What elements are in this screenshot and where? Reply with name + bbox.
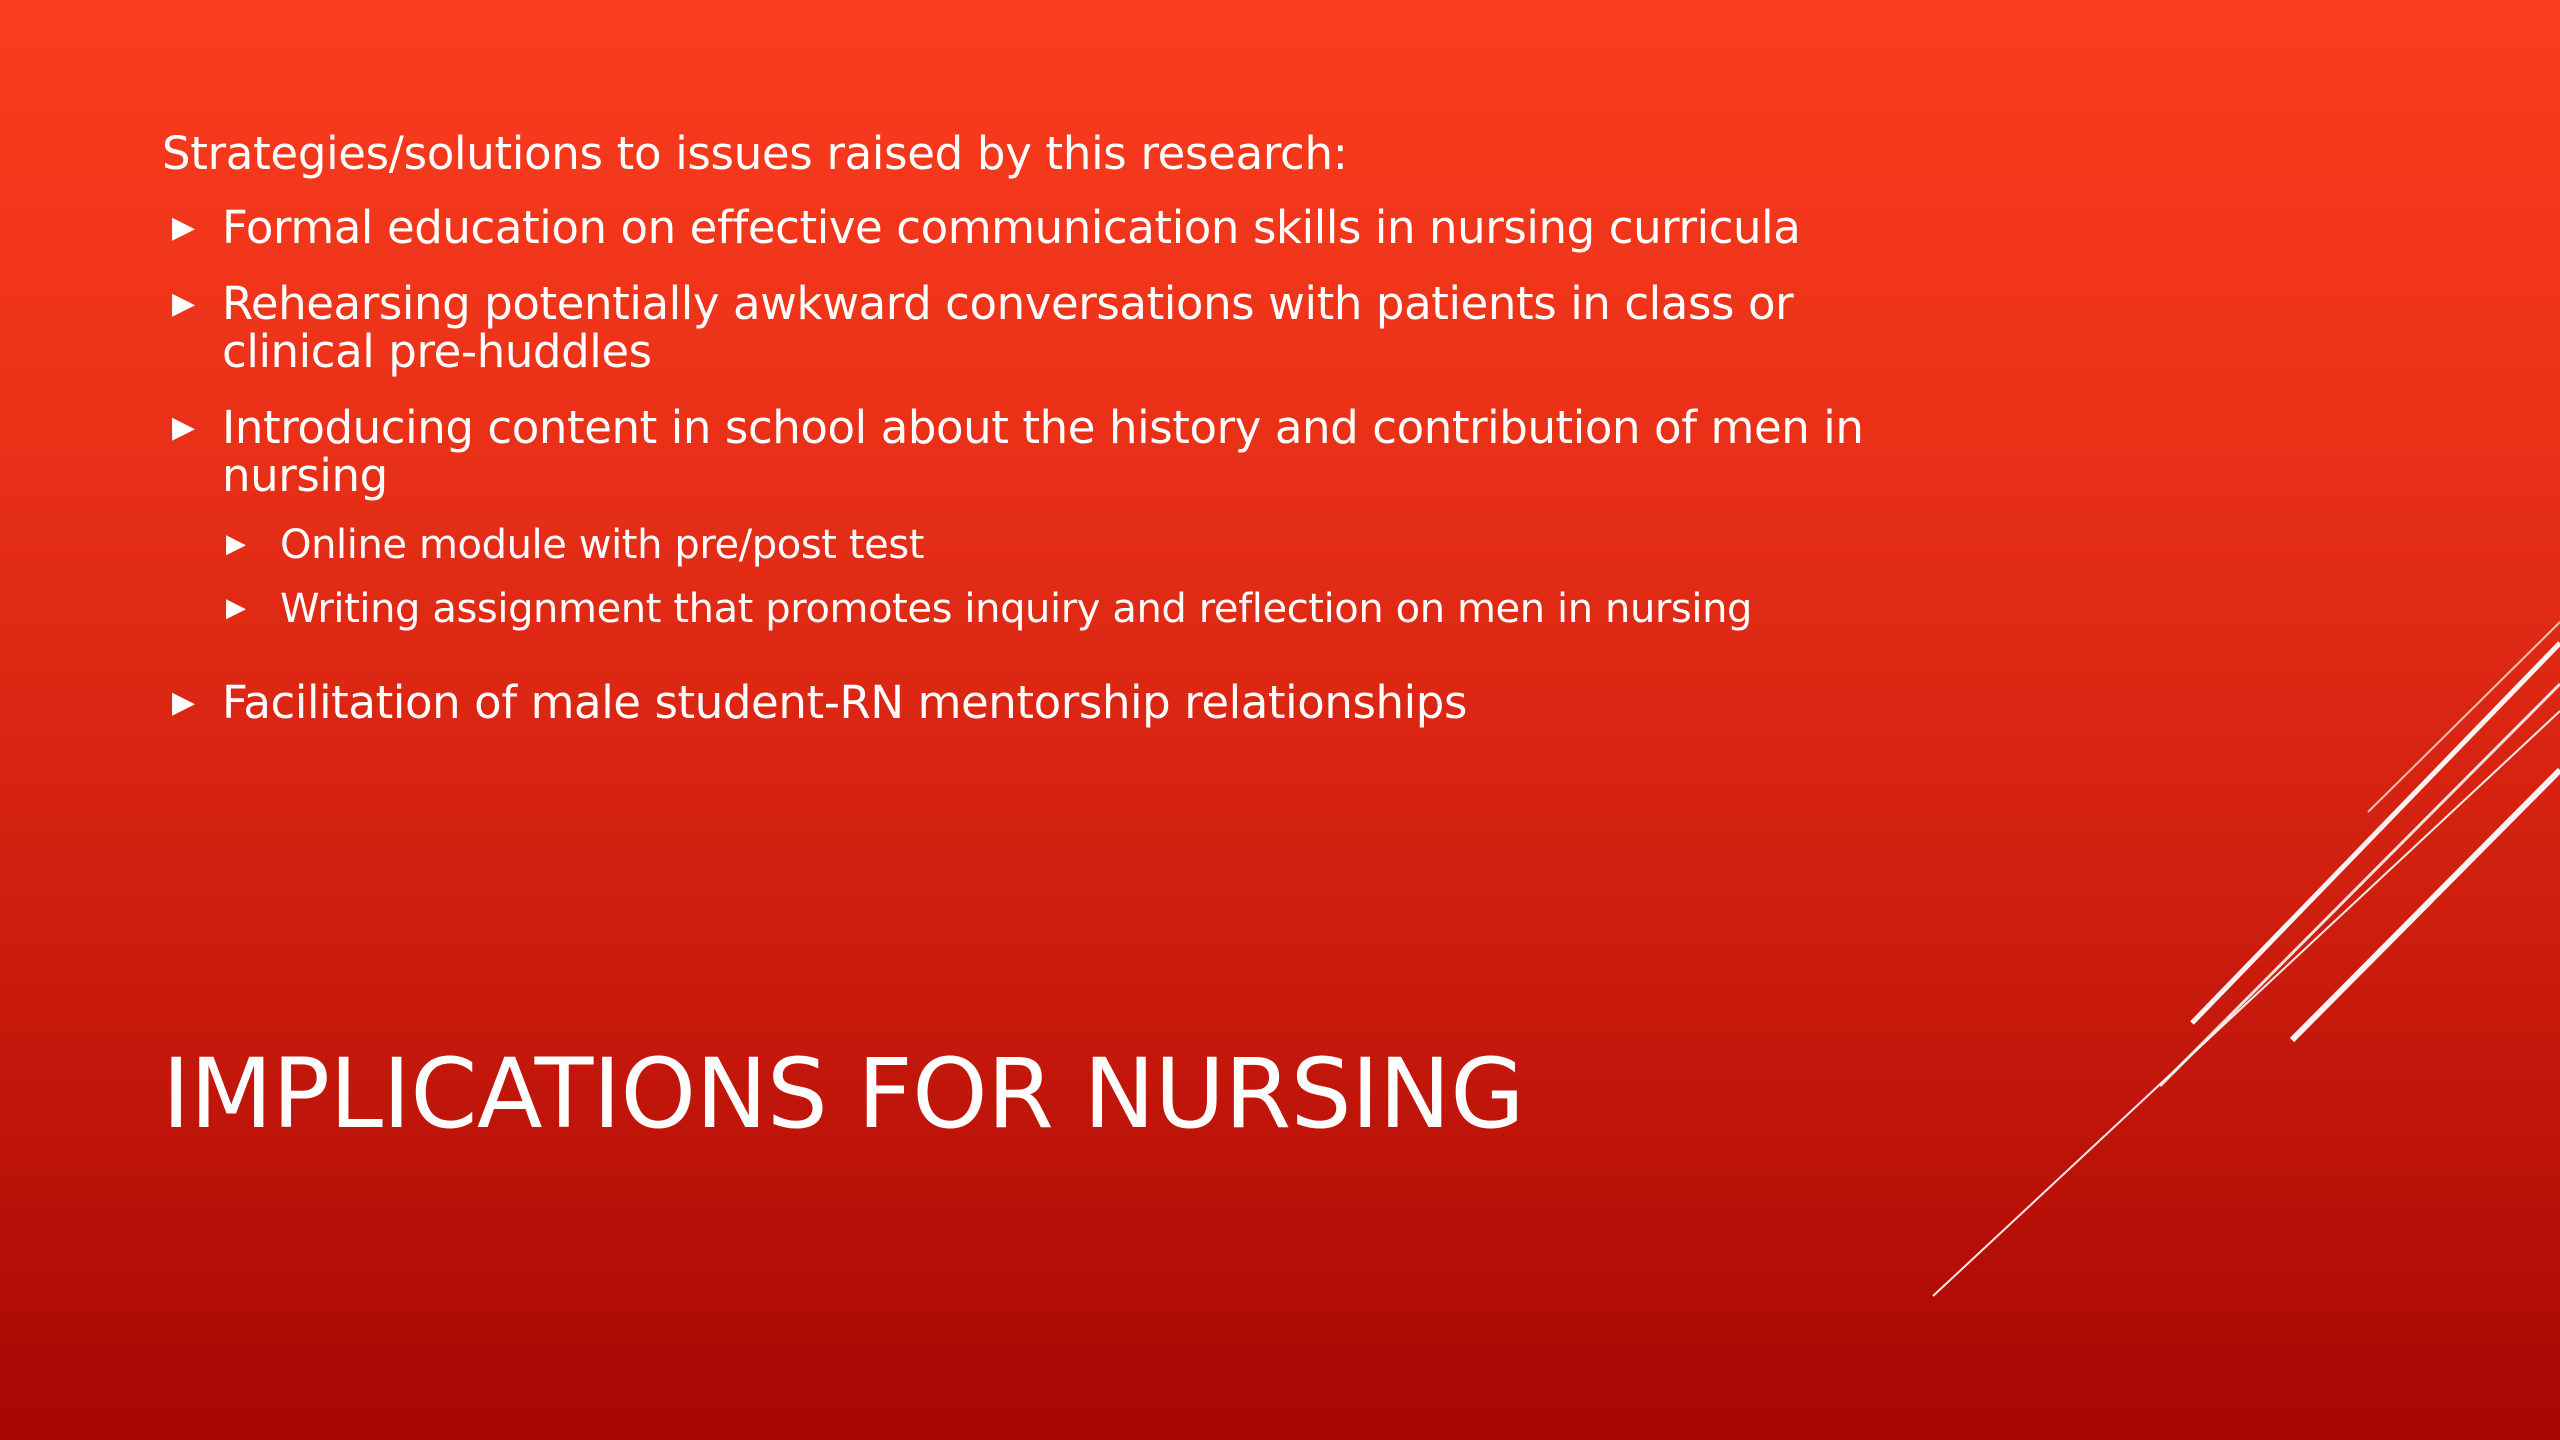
diagonal-line — [2368, 622, 2560, 812]
bullet-body — [222, 675, 1922, 729]
slide-title: IMPLICATIONS FOR NURSING — [162, 1038, 1525, 1150]
sub-bullet-text: Online module with pre/post test — [280, 522, 925, 569]
triangle-right-icon: ▶ — [172, 684, 196, 720]
bullet-text: Formal education on effective communication skills in nursing curricula — [222, 200, 1801, 254]
diagonal-line — [2160, 684, 2560, 1086]
bullet-body — [222, 200, 1922, 254]
triangle-right-icon: ▶ — [226, 592, 246, 623]
triangle-right-icon: ▶ — [172, 209, 196, 245]
intro-text: Strategies/solutions to issues raised by this research: — [162, 127, 1348, 180]
bullet-body — [222, 276, 1922, 379]
diagonal-line — [2192, 643, 2560, 1023]
triangle-right-icon: ▶ — [172, 410, 196, 446]
diagonal-line — [1933, 711, 2560, 1296]
bullet-item — [162, 675, 1922, 729]
bullet-text: Rehearsing potentially awkward conversations with patients in class or clinical pre-huddles — [222, 276, 1794, 379]
bullet-text: Facilitation of male student-RN mentorship relationships — [222, 675, 1467, 729]
sub-bullet-item — [222, 585, 1922, 632]
bullet-list — [162, 200, 1922, 729]
sub-bullet-group — [222, 524, 1922, 630]
slide-body — [162, 128, 1922, 755]
sub-bullet-text: Writing assignment that promotes inquiry and reflection on men in nursing — [280, 585, 1753, 632]
triangle-right-icon: ▶ — [226, 529, 246, 560]
bullet-text: Introducing content in school about the history and contribution of men in nursing — [222, 401, 1864, 503]
bullet-item — [162, 276, 1922, 379]
bullet-item — [162, 200, 1922, 254]
sub-bullet-item — [222, 524, 1922, 567]
bullet-body — [222, 401, 1922, 651]
sub-bullet-list — [222, 524, 1922, 630]
diagonal-line — [2292, 770, 2560, 1040]
triangle-right-icon: ▶ — [172, 285, 196, 321]
bullet-item — [162, 401, 1922, 651]
